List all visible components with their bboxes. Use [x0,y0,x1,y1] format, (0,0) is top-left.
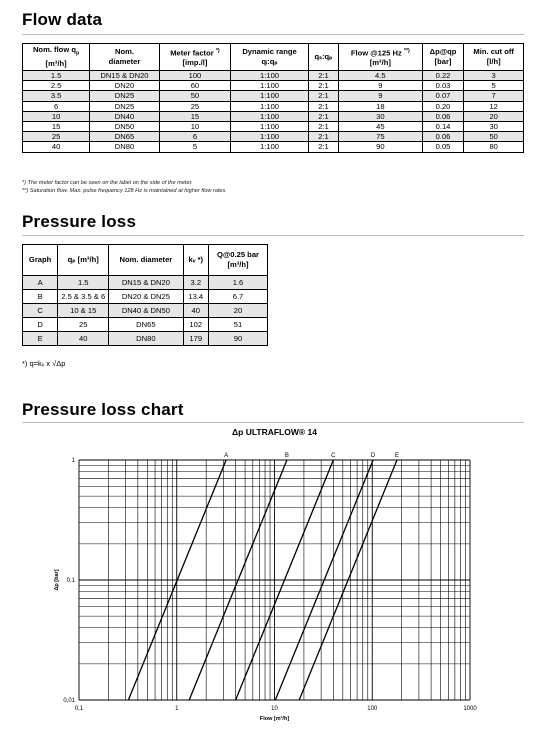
x-tick-label: 100 [367,706,378,712]
table-cell: DN25 [90,101,160,111]
footnote-saturation-flow: **) Saturation flow. Max. pulse frequency 128 Hz is maintained at higher flow rates. [22,188,227,194]
flow-table-body [23,71,524,153]
flow-table-row [23,101,524,111]
y-tick-label: 1 [71,458,75,464]
col-header-dynamic-range: Dynamic range qᵢ:qₚ [231,44,309,71]
table-cell: 13.4 [183,290,208,304]
table-cell: 2:1 [308,111,338,121]
flow-table-row [23,142,524,152]
col-header-dp-qp: Δp@qp [bar] [422,44,464,71]
table-cell: 80 [464,142,524,152]
section-rule [22,235,524,236]
col-header-qp: qₚ [m³/h] [58,245,109,276]
table-cell: DN65 [90,132,160,142]
table-cell: 1:100 [231,101,309,111]
table-cell: 0.14 [422,122,464,132]
section-title-flow-data: Flow data [22,10,103,29]
table-cell: 179 [183,332,208,346]
table-cell: 6 [23,101,90,111]
table-cell: 40 [23,142,90,152]
series-label-b: B [284,453,289,459]
table-cell: DN65 [109,318,183,332]
table-cell: 1:100 [231,142,309,152]
table-cell: 15 [23,122,90,132]
table-cell: 18 [338,101,422,111]
col-header-kv: kᵥ *) [183,245,208,276]
table-cell: 1.6 [209,276,268,290]
footnote-meter-factor: *) The meter factor can be seen on the label on the side of the meter. [22,180,193,186]
table-cell: 30 [464,122,524,132]
table-cell: 3.5 [23,91,90,101]
table-cell: 5 [159,142,230,152]
table-cell: 3 [464,71,524,81]
table-cell: 0.20 [422,101,464,111]
table-cell: 0.03 [422,81,464,91]
table-cell: 2:1 [308,91,338,101]
pressure-loss-table-body [23,276,268,346]
table-cell: 6 [159,132,230,142]
table-cell: 0.06 [422,132,464,142]
table-cell: DN20 & DN25 [109,290,183,304]
pressure-loss-table-row [23,304,268,318]
table-header-row [23,245,268,276]
table-cell: 3.2 [183,276,208,290]
series-label-e: E [394,453,399,459]
table-cell: 25 [23,132,90,142]
table-cell: DN40 [90,111,160,121]
table-cell: 0.06 [422,111,464,121]
table-cell: 102 [183,318,208,332]
table-cell: 25 [159,101,230,111]
table-cell: DN80 [90,142,160,152]
table-cell: 12 [464,101,524,111]
table-cell: 51 [209,318,268,332]
chart-title: Δp ULTRAFLOW® 14 [232,427,317,437]
table-cell: 45 [338,122,422,132]
pressure-loss-chart [0,420,541,746]
table-cell: 20 [209,304,268,318]
table-cell: 1.5 [23,71,90,81]
flow-table-row [23,122,524,132]
table-cell: 2:1 [308,132,338,142]
table-cell: 2:1 [308,81,338,91]
table-cell: 10 [23,111,90,121]
table-cell: 90 [338,142,422,152]
table-cell: DN80 [109,332,183,346]
flow-table-row [23,71,524,81]
col-header-qs-qp: qₛ:qₚ [308,44,338,71]
table-cell: 2:1 [308,71,338,81]
table-cell: 25 [58,318,109,332]
pressure-loss-table-row [23,332,268,346]
col-header-graph: Graph [23,245,58,276]
table-cell: 15 [159,111,230,121]
table-cell: 9 [338,81,422,91]
table-cell: C [23,304,58,318]
col-header-flow-125hz: Flow @125 Hz **) [m³/h] [338,44,422,71]
col-header-min-cutoff: Min. cut off [l/h] [464,44,524,71]
col-header-nom-diameter: Nom. diameter [90,44,160,71]
table-cell: DN15 & DN20 [109,276,183,290]
table-cell: 50 [464,132,524,142]
flow-table-row [23,111,524,121]
table-cell: 75 [338,132,422,142]
table-cell: DN20 [90,81,160,91]
col-header-nom-diameter: Nom. diameter [109,245,183,276]
table-cell: 1:100 [231,71,309,81]
section-rule [22,34,524,35]
table-cell: 2.5 [23,81,90,91]
table-cell: 40 [183,304,208,318]
x-tick-label: 1000 [463,706,477,712]
kv-formula: *) q=kᵥ x √Δp [22,359,66,368]
col-header-q-025bar: Q@0.25 bar [m³/h] [209,245,268,276]
table-cell: 20 [464,111,524,121]
table-cell: 60 [159,81,230,91]
table-cell: DN15 & DN20 [90,71,160,81]
table-cell: 90 [209,332,268,346]
table-cell: 2:1 [308,122,338,132]
table-cell: 2:1 [308,101,338,111]
pressure-loss-table-row [23,318,268,332]
table-cell: 30 [338,111,422,121]
series-label-c: C [331,453,336,459]
table-cell: 1:100 [231,111,309,121]
flow-data-table [22,43,524,153]
table-cell: D [23,318,58,332]
table-cell: 0.05 [422,142,464,152]
table-cell: 10 [159,122,230,132]
table-cell: 1:100 [231,122,309,132]
table-cell: 9 [338,91,422,101]
table-cell: 5 [464,81,524,91]
pressure-loss-table-row [23,276,268,290]
series-label-d: D [370,453,376,459]
table-cell: DN40 & DN50 [109,304,183,318]
pressure-loss-table-row [23,290,268,304]
col-header-meter-factor: Meter factor *) [imp./l] [159,44,230,71]
section-title-pressure-loss-chart: Pressure loss chart [22,400,184,419]
x-tick-label: 0,1 [74,706,84,712]
table-cell: 40 [58,332,109,346]
table-cell: 4.5 [338,71,422,81]
col-header-nom-flow: Nom. flow $q_p$ [m³/h] [23,44,90,71]
table-cell: 1.5 [58,276,109,290]
y-tick-label: 0,1 [66,578,75,584]
table-cell: 10 & 15 [58,304,109,318]
table-cell: 100 [159,71,230,81]
table-cell: 6.7 [209,290,268,304]
flow-table-row [23,91,524,101]
table-cell: E [23,332,58,346]
table-cell: 1:100 [231,91,309,101]
table-cell: 2:1 [308,142,338,152]
table-cell: 1:100 [231,81,309,91]
series-label-a: A [224,453,229,459]
table-cell: 50 [159,91,230,101]
table-cell: B [23,290,58,304]
y-tick-label: 0,01 [63,698,75,704]
section-title-pressure-loss: Pressure loss [22,212,137,231]
table-cell: DN25 [90,91,160,101]
x-tick-label: 10 [271,706,278,712]
table-cell: 1:100 [231,132,309,142]
table-cell: 0.07 [422,91,464,101]
table-cell: A [23,276,58,290]
table-cell: 0.22 [422,71,464,81]
x-axis-label: Flow [m³/h] [259,716,290,722]
flow-table-row [23,132,524,142]
table-cell: 7 [464,91,524,101]
y-axis-label: Δp [bar] [54,569,60,591]
x-tick-label: 1 [175,706,179,712]
table-cell: 2.5 & 3.5 & 6 [58,290,109,304]
table-header-row [23,44,524,71]
pressure-loss-table [22,244,268,346]
table-cell: DN50 [90,122,160,132]
flow-table-row [23,81,524,91]
